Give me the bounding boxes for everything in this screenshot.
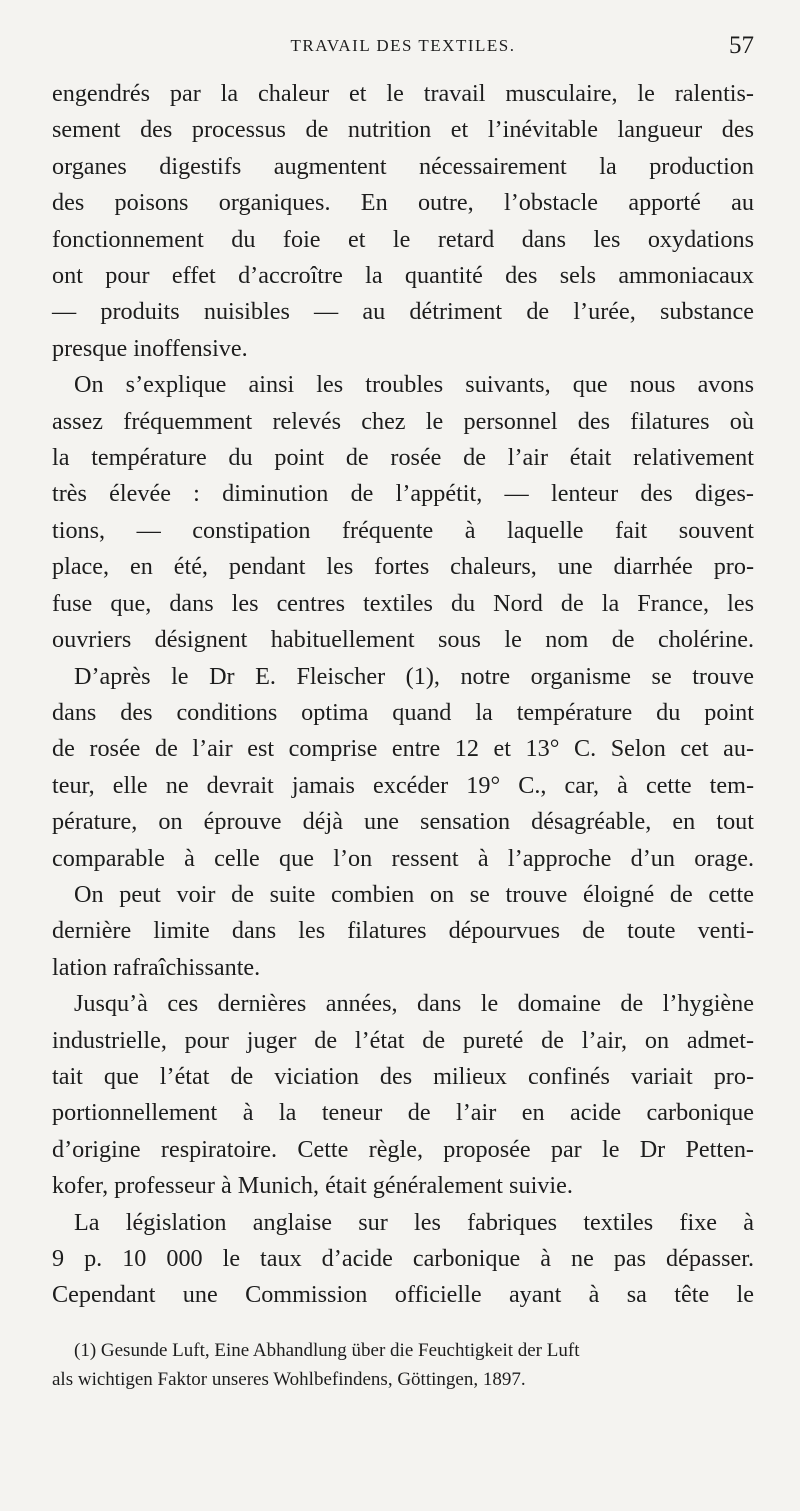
footnote-line: (1) Gesunde Luft, Eine Abhandlung über die Feuchtigkeit der Luft [74, 1339, 580, 1361]
text-line: ouvriers désignent habituellement sous le nom de cholérine. [52, 626, 754, 654]
paragraph-4 [52, 877, 754, 986]
text-line: La législation anglaise sur les fabriques textiles fixe à [74, 1208, 754, 1236]
text-line: — produits nuisibles — au détriment de l’urée, substance [52, 298, 754, 326]
text-line: de rosée de l’air est comprise entre 12 et 13° C. Selon cet au- [52, 735, 754, 763]
text-line: Jusqu’à ces dernières années, dans le domaine de l’hygiène [74, 990, 754, 1018]
text-line: pérature, on éprouve déjà une sensation désagréable, en tout [52, 808, 754, 836]
text-line: fonctionnement du foie et le retard dans les oxydations [52, 225, 754, 253]
text-line: fuse que, dans les centres textiles du Nord de la France, les [52, 589, 754, 617]
paragraph-1 [52, 76, 754, 367]
text-line: dernière limite dans les filatures dépourvues de toute venti- [52, 917, 754, 945]
paragraph-3 [52, 659, 754, 877]
text-line: assez fréquemment relevés chez le personnel des filatures où [52, 407, 754, 435]
text-line: industrielle, pour juger de l’état de pureté de l’air, on admet- [52, 1026, 754, 1054]
page-number: 57 [729, 32, 754, 59]
footnote-line: als wichtigen Faktor unseres Wohlbefindens, Göttingen, 1897. [52, 1368, 526, 1390]
paragraph-2 [52, 367, 754, 658]
text-line: On s’explique ainsi les troubles suivants, que nous avons [74, 371, 754, 399]
text-line: sement des processus de nutrition et l’inévitable langueur des [52, 116, 754, 144]
paragraph-6 [52, 1205, 754, 1314]
paragraph-5 [52, 986, 754, 1204]
text-line: place, en été, pendant les fortes chaleurs, une diarrhée pro- [52, 553, 754, 581]
text-line: organes digestifs augmentent nécessairement la production [52, 152, 754, 180]
text-line: tions, — constipation fréquente à laquelle fait souvent [52, 516, 754, 544]
text-line: tait que l’état de viciation des milieux confinés variait pro- [52, 1062, 754, 1090]
footnote [52, 1336, 754, 1394]
text-line: lation rafraîchissante. [52, 953, 261, 981]
text-line: dans des conditions optima quand la température du point [52, 698, 754, 726]
running-title: TRAVAIL DES TEXTILES. [290, 36, 516, 55]
text-line: teur, elle ne devrait jamais excéder 19° C., car, à cette tem- [52, 771, 754, 799]
body-text [52, 76, 754, 1314]
text-line: très élevée : diminution de l’appétit, — lenteur des diges- [52, 480, 754, 508]
text-line: d’origine respiratoire. Cette règle, proposée par le Dr Petten- [52, 1135, 754, 1163]
text-line: comparable à celle que l’on ressent à l’approche d’un orage. [52, 844, 754, 872]
text-line: engendrés par la chaleur et le travail musculaire, le ralentis- [52, 80, 754, 107]
text-line: D’après le Dr E. Fleischer (1), notre organisme se trouve [74, 662, 754, 690]
text-line: portionnellement à la teneur de l’air en acide carbonique [52, 1099, 754, 1127]
text-line: On peut voir de suite combien on se trouve éloigné de cette [74, 880, 754, 908]
running-head [52, 30, 754, 76]
book-page [52, 30, 754, 1394]
text-line: ont pour effet d’accroître la quantité des sels ammoniacaux [52, 262, 754, 290]
text-line: presque inoffensive. [52, 334, 248, 362]
text-line: des poisons organiques. En outre, l’obstacle apporté au [52, 189, 754, 217]
text-line: Cependant une Commission officielle ayant à sa tête le [52, 1281, 754, 1309]
text-line: la température du point de rosée de l’air était relativement [52, 444, 754, 472]
text-line: kofer, professeur à Munich, était généralement suivie. [52, 1172, 573, 1200]
text-line: 9 p. 10 000 le taux d’acide carbonique à ne pas dépasser. [52, 1245, 754, 1272]
